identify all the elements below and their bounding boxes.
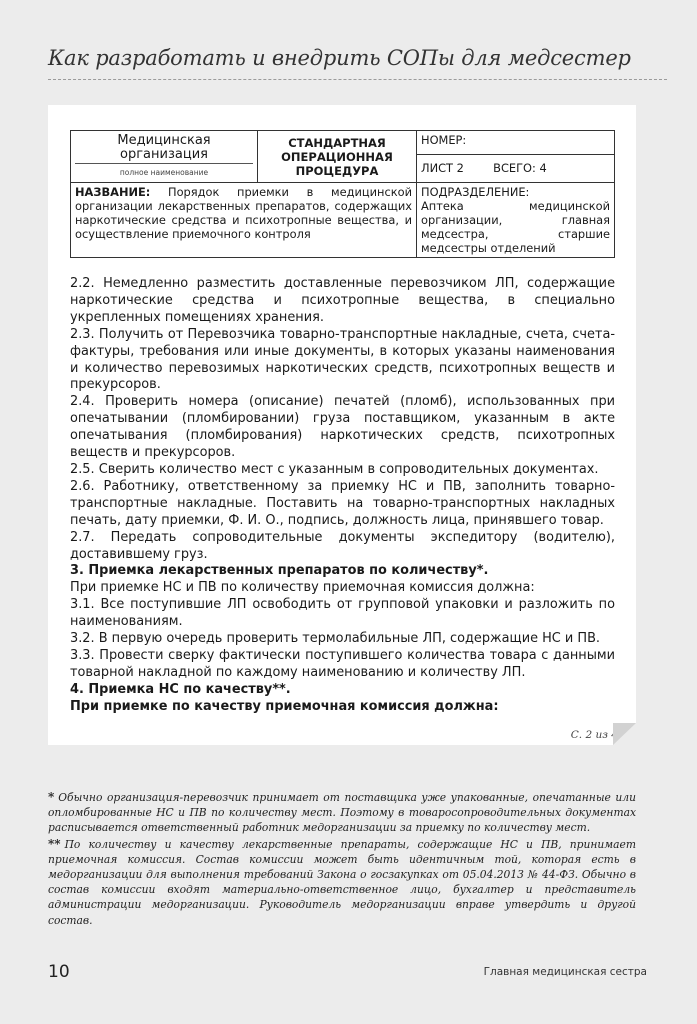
dept-cell <box>417 183 615 258</box>
journal-title: Главная медицинская сестра <box>483 966 647 978</box>
step-2-4: 2.4. Проверить номера (описание) печатей (пломб), использованных при опечатывании (пломбировании) груза поставщиком, указанным в акте опечатывания (пломбирования) наркотических средств, психотропных веществ и прекурсоров. <box>70 394 615 461</box>
dept-value: Аптека медицинской организации, главная медсестра, старшие медсестры отделений <box>421 199 610 255</box>
footnote-1-text: Обычно организация-перевозчик принимает от поставщика уже упакованные, опечатанные или опломбированные НС и ПВ по количеству мест. Поэтому в товаросопроводительных документах расписывается ответственный работник медорганизации за приемку по количеству мест. <box>48 791 636 835</box>
step-3-1: 3.1. Все поступившие ЛП освободить от групповой упаковки и разложить по наименованиям. <box>70 597 615 630</box>
name-cell <box>71 183 417 258</box>
sheet-label: ЛИСТ 2 <box>421 161 464 176</box>
footnote-2-text: По количеству и качеству лекарственные препараты, содержащие НС и ПВ, принимает приемочная комиссия. Состав комиссии может быть идентичным той, которая есть в медорганизации для выполнения требований Закона о госзакупках от 05.04.2013 № 44-ФЗ. Обычно в состав комиссии входят материально-ответственное лицо, бухгалтер и представитель администрации медорганизации. Руководитель медорганизации вправе утвердить и другой состав. <box>48 837 636 927</box>
header-divider <box>48 79 667 80</box>
step-3-3: 3.3. Провести сверку фактически поступившего количества товара с данными товарной накладной по каждому наименованию и количеству ЛП. <box>70 647 615 680</box>
dept-label: ПОДРАЗДЕЛЕНИЕ: <box>421 185 530 199</box>
section-3-intro: При приемке НС и ПВ по количеству приемочная комиссия должна: <box>70 580 535 596</box>
footnote-2-mark: ** <box>48 836 61 851</box>
total-label: ВСЕГО: 4 <box>493 161 547 176</box>
name-value: Порядок приемки в медицинской организации лекарственных препаратов, содержащих наркотические средства и психотропные вещества, и осуществление приемочного контроля <box>75 185 412 241</box>
footnote-2 <box>48 837 636 928</box>
footnote-1-mark: * <box>48 790 55 804</box>
footnotes <box>48 790 636 929</box>
org-label: Медицинская организация <box>75 134 253 164</box>
sop-body <box>70 276 615 716</box>
org-cell <box>71 131 258 183</box>
step-2-7: 2.7. Передать сопроводительные документы экспедитору (водителю), доставившему груз. <box>70 529 615 562</box>
step-2-6: 2.6. Работнику, ответственному за приемку НС и ПВ, заполнить товарно-транспортные накладные. Поставить на товарно-транспортных накладных печать, дату приемки, Ф. И. О., подпись, должность лица, принявшего товар. <box>70 478 615 528</box>
section-4-intro: При приемке по качеству приемочная комиссия должна: <box>70 698 499 714</box>
page-number: 10 <box>48 962 70 982</box>
step-2-5: 2.5. Сверить количество мест с указанным в сопроводительных документах. <box>70 461 599 477</box>
sheet-count-cell <box>417 154 615 182</box>
footnote-1 <box>48 790 636 836</box>
org-sublabel: полное наименование <box>119 168 209 177</box>
step-3-2: 3.2. В первую очередь проверить термолабильные ЛП, содержащие НС и ПВ. <box>70 631 601 647</box>
sop-header-table <box>70 130 615 258</box>
section-4-heading: 4. Приемка НС по качеству**. <box>70 681 291 697</box>
sheet-page-indicator: С. 2 из 4 <box>570 729 618 741</box>
running-title: Как разработать и внедрить СОПы для медсестер <box>48 46 631 70</box>
step-2-3: 2.3. Получить от Перевозчика товарно-транспортные накладные, счета, счета-фактуры, требования или иные документы, в которых указаны наименования и количество перевозимых наркотических средств, психотропных веществ и прекурсоров. <box>70 326 615 393</box>
number-cell <box>417 131 615 155</box>
page-fold-corner <box>613 723 636 745</box>
sop-title: СТАНДАРТНАЯ ОПЕРАЦИОННАЯ ПРОЦЕДУРА <box>258 131 417 183</box>
section-3-heading: 3. Приемка лекарственных препаратов по количеству*. <box>70 563 489 579</box>
name-label: НАЗВАНИЕ: <box>75 185 151 199</box>
sop-sheet <box>48 105 636 745</box>
step-2-2: 2.2. Немедленно разместить доставленные перевозчиком ЛП, содержащие наркотические средства и психотропные вещества, в специально укрепленных помещениях хранения. <box>70 276 615 325</box>
number-label: НОМЕР: <box>421 133 467 147</box>
